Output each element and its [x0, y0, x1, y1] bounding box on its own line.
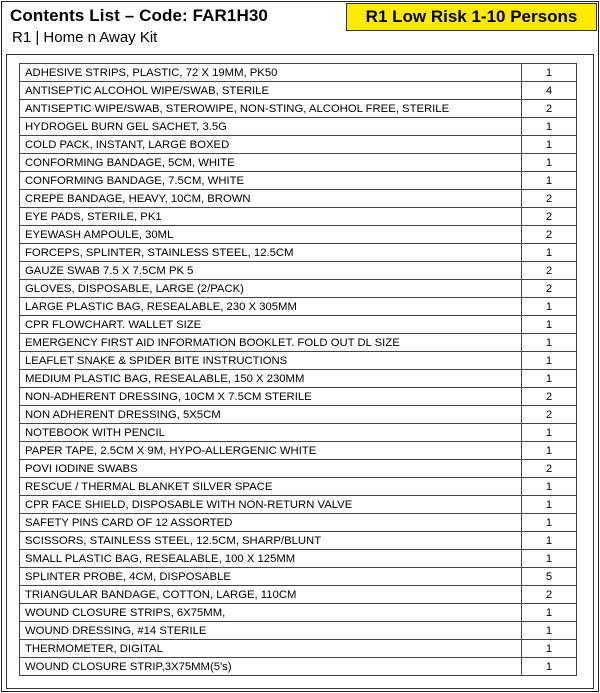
table-row: [20, 172, 577, 190]
table-row: [20, 424, 577, 442]
item-quantity: 1: [522, 514, 577, 532]
item-name: POVI IODINE SWABS: [20, 460, 522, 478]
item-quantity: 2: [522, 388, 577, 406]
item-name: LEAFLET SNAKE & SPIDER BITE INSTRUCTIONS: [20, 352, 522, 370]
item-quantity: 1: [522, 316, 577, 334]
table-row: [20, 280, 577, 298]
table-row: [20, 370, 577, 388]
item-quantity: 1: [522, 136, 577, 154]
item-quantity: 1: [522, 64, 577, 82]
item-name: SCISSORS, STAINLESS STEEL, 12.5CM, SHARP/BLUNT: [20, 532, 522, 550]
table-row: [20, 406, 577, 424]
item-quantity: 1: [522, 640, 577, 658]
table-row: [20, 496, 577, 514]
table-row: [20, 622, 577, 640]
item-name: TRIANGULAR BANDAGE, COTTON, LARGE, 110CM: [20, 586, 522, 604]
table-row: [20, 64, 577, 82]
item-name: CPR FACE SHIELD, DISPOSABLE WITH NON-RETURN VALVE: [20, 496, 522, 514]
item-name: NON-ADHERENT DRESSING, 10CM X 7.5CM STERILE: [20, 388, 522, 406]
table-row: [20, 514, 577, 532]
contents-table-body: [20, 64, 577, 676]
item-name: GAUZE SWAB 7.5 X 7.5CM PK 5: [20, 262, 522, 280]
item-name: WOUND CLOSURE STRIP,3X75MM(5's): [20, 658, 522, 676]
item-quantity: 1: [522, 172, 577, 190]
item-quantity: 1: [522, 370, 577, 388]
item-name: NOTEBOOK WITH PENCIL: [20, 424, 522, 442]
item-name: GLOVES, DISPOSABLE, LARGE (2/PACK): [20, 280, 522, 298]
item-name: CPR FLOWCHART. WALLET SIZE: [20, 316, 522, 334]
item-name: WOUND DRESSING, #14 STERILE: [20, 622, 522, 640]
item-name: SAFETY PINS CARD OF 12 ASSORTED: [20, 514, 522, 532]
item-quantity: 5: [522, 568, 577, 586]
table-row: [20, 136, 577, 154]
item-name: ANTISEPTIC WIPE/SWAB, STEROWIPE, NON-STING, ALCOHOL FREE, STERILE: [20, 100, 522, 118]
table-row: [20, 154, 577, 172]
item-quantity: 1: [522, 118, 577, 136]
item-name: ADHESIVE STRIPS, PLASTIC, 72 X 19MM, PK50: [20, 64, 522, 82]
table-row: [20, 352, 577, 370]
item-name: CREPE BANDAGE, HEAVY, 10CM, BROWN: [20, 190, 522, 208]
item-quantity: 1: [522, 622, 577, 640]
table-row: [20, 82, 577, 100]
table-row: [20, 244, 577, 262]
item-quantity: 1: [522, 244, 577, 262]
item-quantity: 2: [522, 280, 577, 298]
item-name: WOUND CLOSURE STRIPS, 6X75MM,: [20, 604, 522, 622]
item-name: CONFORMING BANDAGE, 7.5CM, WHITE: [20, 172, 522, 190]
item-quantity: 2: [522, 586, 577, 604]
item-name: COLD PACK, INSTANT, LARGE BOXED: [20, 136, 522, 154]
item-name: MEDIUM PLASTIC BAG, RESEALABLE, 150 X 230MM: [20, 370, 522, 388]
table-row: [20, 586, 577, 604]
item-quantity: 1: [522, 496, 577, 514]
table-row: [20, 604, 577, 622]
item-quantity: 4: [522, 82, 577, 100]
item-name: EYE PADS, STERILE, PK1: [20, 208, 522, 226]
item-name: NON ADHERENT DRESSING, 5X5CM: [20, 406, 522, 424]
item-quantity: 1: [522, 298, 577, 316]
table-row: [20, 478, 577, 496]
item-name: FORCEPS, SPLINTER, STAINLESS STEEL, 12.5CM: [20, 244, 522, 262]
item-name: PAPER TAPE, 2.5CM X 9M, HYPO-ALLERGENIC WHITE: [20, 442, 522, 460]
item-name: LARGE PLASTIC BAG, RESEALABLE, 230 X 305MM: [20, 298, 522, 316]
table-row: [20, 388, 577, 406]
item-name: THERMOMETER, DIGITAL: [20, 640, 522, 658]
item-quantity: 1: [522, 442, 577, 460]
item-quantity: 1: [522, 424, 577, 442]
table-row: [20, 334, 577, 352]
item-quantity: 2: [522, 460, 577, 478]
table-row: [20, 568, 577, 586]
item-quantity: 1: [522, 658, 577, 676]
table-row: [20, 100, 577, 118]
item-quantity: 1: [522, 604, 577, 622]
item-name: EYEWASH AMPOULE, 30ML: [20, 226, 522, 244]
table-row: [20, 532, 577, 550]
table-row: [20, 658, 577, 676]
item-quantity: 1: [522, 334, 577, 352]
item-quantity: 1: [522, 352, 577, 370]
item-quantity: 2: [522, 262, 577, 280]
table-row: [20, 550, 577, 568]
item-quantity: 1: [522, 478, 577, 496]
table-row: [20, 190, 577, 208]
item-quantity: 2: [522, 406, 577, 424]
table-row: [20, 208, 577, 226]
item-quantity: 1: [522, 532, 577, 550]
table-row: [20, 442, 577, 460]
item-name: EMERGENCY FIRST AID INFORMATION BOOKLET. FOLD OUT DL SIZE: [20, 334, 522, 352]
item-name: CONFORMING BANDAGE, 5CM, WHITE: [20, 154, 522, 172]
item-quantity: 2: [522, 226, 577, 244]
item-quantity: 2: [522, 190, 577, 208]
item-name: HYDROGEL BURN GEL SACHET, 3.5G: [20, 118, 522, 136]
item-quantity: 1: [522, 154, 577, 172]
item-name: SPLINTER PROBE, 4CM, DISPOSABLE: [20, 568, 522, 586]
item-name: RESCUE / THERMAL BLANKET SILVER SPACE: [20, 478, 522, 496]
table-row: [20, 226, 577, 244]
table-row: [20, 640, 577, 658]
table-row: [20, 262, 577, 280]
item-quantity: 2: [522, 208, 577, 226]
risk-level-badge: R1 Low Risk 1-10 Persons: [346, 3, 597, 31]
table-row: [20, 460, 577, 478]
item-quantity: 1: [522, 550, 577, 568]
item-name: ANTISEPTIC ALCOHOL WIPE/SWAB, STERILE: [20, 82, 522, 100]
item-quantity: 2: [522, 100, 577, 118]
item-name: SMALL PLASTIC BAG, RESEALABLE, 100 X 125MM: [20, 550, 522, 568]
kit-subtitle: R1 | Home n Away Kit: [12, 29, 158, 46]
table-row: [20, 118, 577, 136]
table-row: [20, 316, 577, 334]
contents-table: [19, 63, 577, 676]
page-title: Contents List – Code: FAR1H30: [10, 6, 268, 25]
table-row: [20, 298, 577, 316]
